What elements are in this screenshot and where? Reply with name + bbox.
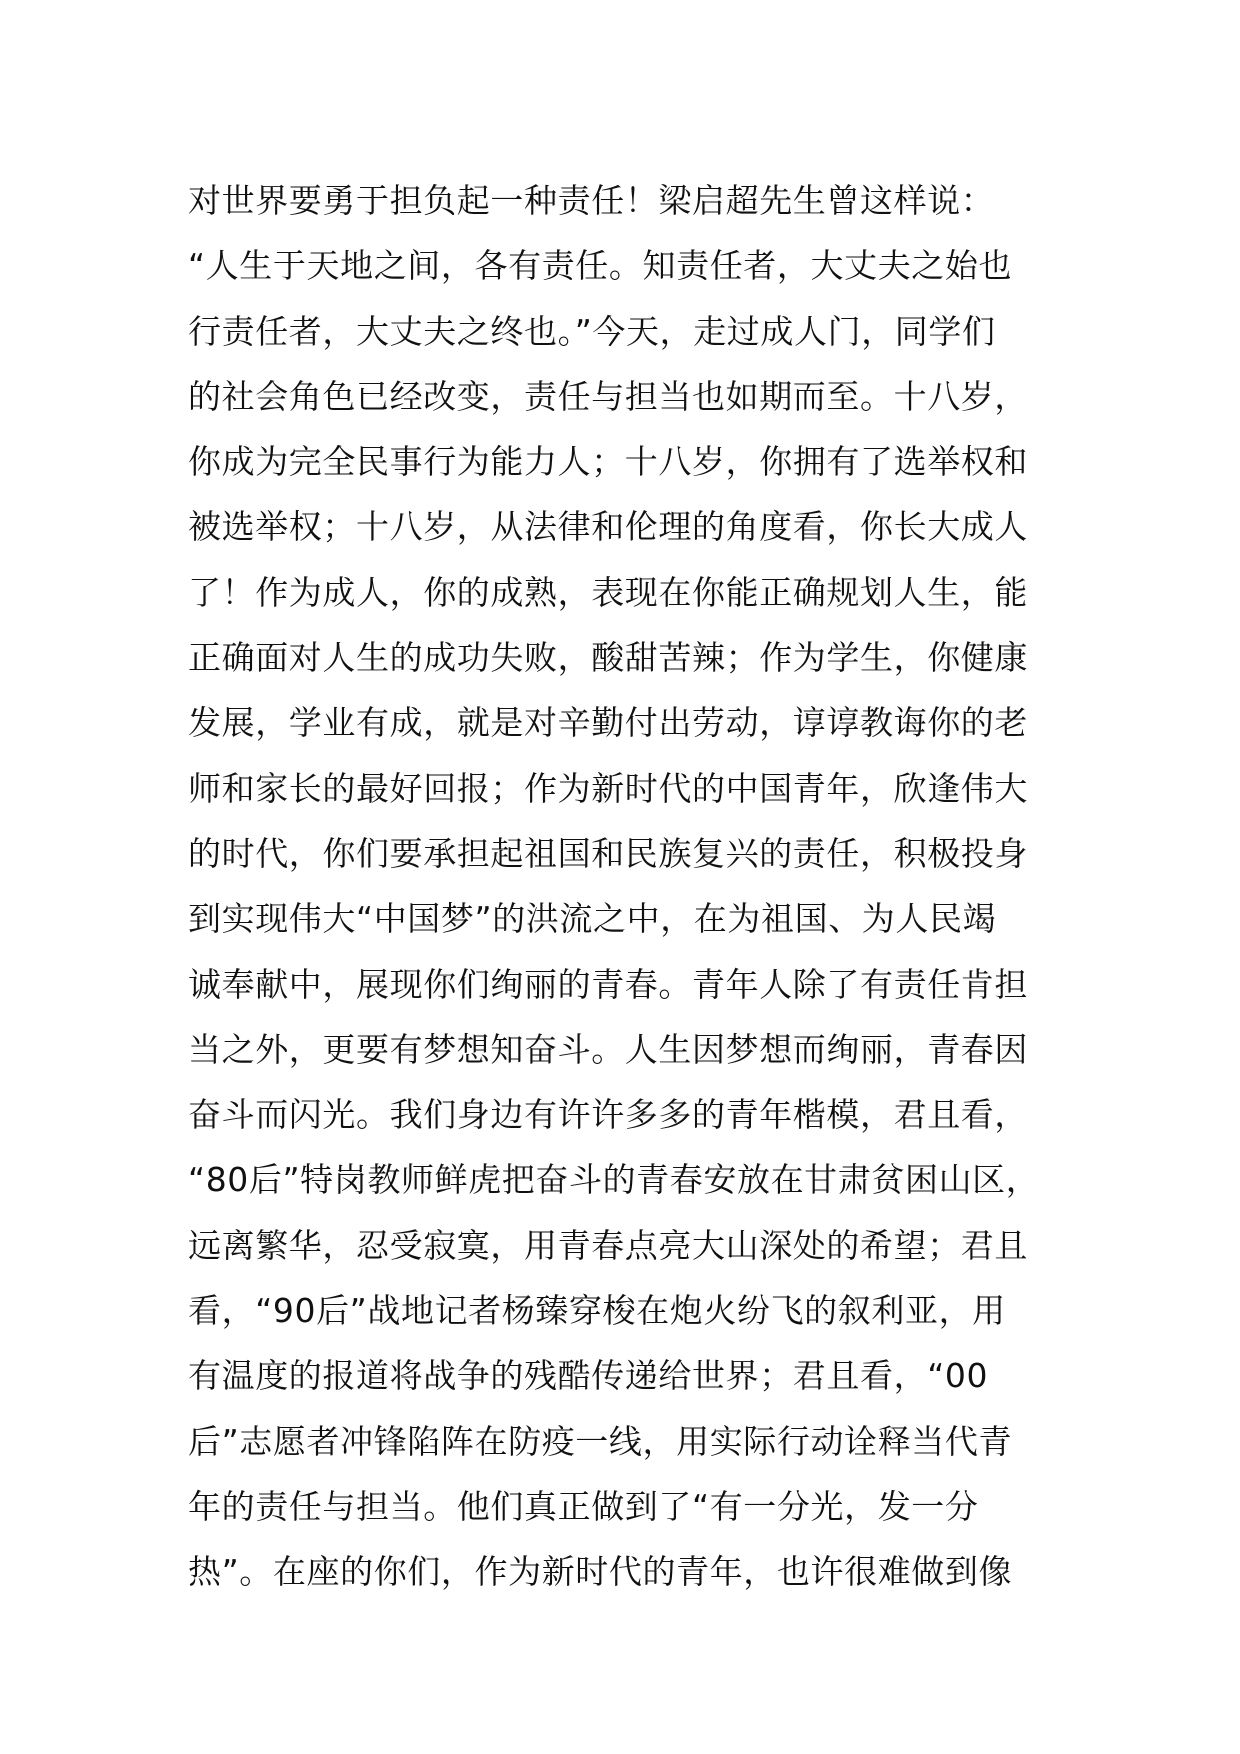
text-line: 的时代，你们要承担起祖国和民族复兴的责任，积极投身 [188, 833, 1028, 873]
text-line: 对世界要勇于担负起一种责任！梁启超先生曾这样说： [188, 181, 995, 220]
text-line: 你成为完全民事行为能力人；十八岁，你拥有了选举权和 [188, 442, 1028, 482]
text-line: “人生于天地之间，各有责任。知责任者，大丈夫之始也 [188, 246, 1013, 286]
text-line: 行责任者，大丈夫之终也。”今天，走过成人门，同学们 [188, 311, 996, 351]
text-line: 看，“90后”战地记者杨臻穿梭在炮火纷飞的叙利亚，用 [188, 1291, 1006, 1331]
text-line: 远离繁华，忍受寂寞，用青春点亮大山深处的希望；君且 [188, 1225, 1028, 1265]
text-line: 发展，学业有成，就是对辛勤付出劳动，谆谆教诲你的老 [188, 703, 1028, 743]
text-line: 师和家长的最好回报；作为新时代的中国青年，欣逢伟大 [188, 768, 1028, 808]
body-text [188, 168, 1088, 1605]
text-line: 热”。在座的你们，作为新时代的青年，也许很难做到像 [188, 1552, 1013, 1592]
text-line: 当之外，更要有梦想知奋斗。人生因梦想而绚丽，青春因 [188, 1029, 1028, 1069]
text-line: 被选举权；十八岁，从法律和伦理的角度看，你长大成人 [188, 507, 1028, 547]
text-line: 奋斗而闪光。我们身边有许许多多的青年楷模，君且看， [188, 1095, 1028, 1135]
text-line: 正确面对人生的成功失败，酸甜苦辣；作为学生，你健康 [188, 638, 1028, 678]
text-line: “80后”特岗教师鲜虎把奋斗的青春安放在甘肃贫困山区， [188, 1160, 1040, 1200]
text-line: 的社会角色已经改变，责任与担当也如期而至。十八岁， [188, 376, 1028, 416]
text-line: 后”志愿者冲锋陷阵在防疫一线，用实际行动诠释当代青 [188, 1421, 1013, 1461]
text-line: 有温度的报道将战争的残酷传递给世界；君且看，“00 [188, 1356, 989, 1396]
text-line: 到实现伟大“中国梦”的洪流之中，在为祖国、为人民竭 [188, 899, 997, 939]
text-line: 年的责任与担当。他们真正做到了“有一分光，发一分 [188, 1486, 979, 1526]
text-line: 了！作为成人，你的成熟，表现在你能正确规划人生，能 [188, 572, 1028, 612]
text-line: 诚奉献中，展现你们绚丽的青春。青年人除了有责任肯担 [188, 964, 1028, 1004]
